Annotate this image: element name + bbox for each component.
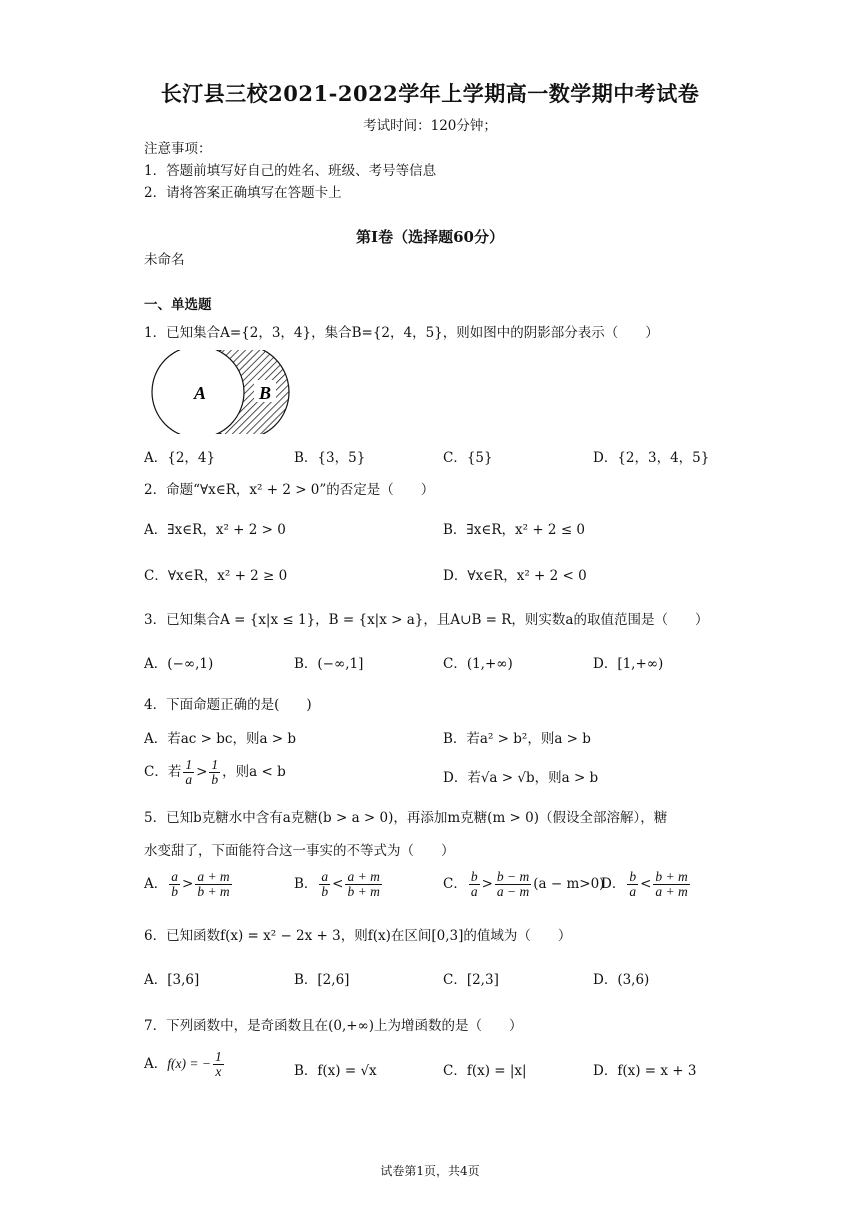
option-c: C．若 $\frac{1}{a}$ > $\frac{1}{b}$ ，则a < b bbox=[144, 757, 286, 787]
option-c: C．∀x∈R，x² + 2 ≥ 0 bbox=[144, 568, 288, 584]
option-d: D．∀x∈R，x² + 2 < 0 bbox=[443, 568, 587, 584]
option-b: B．若a² > b²，则a > b bbox=[443, 731, 591, 747]
numerator: b + m bbox=[655, 869, 688, 884]
section-title: 第I卷（选择题60分） bbox=[356, 228, 504, 246]
unnamed-label: 未命名 bbox=[144, 252, 185, 268]
option-a: A． $\frac{a}{b}$ > $\frac{a + m}{b + m}$ bbox=[144, 869, 230, 899]
page-footer: 试卷第1页，共4页 bbox=[380, 1164, 480, 1178]
fraction bbox=[319, 870, 330, 899]
option-d: D．{2，3，4，5} bbox=[593, 450, 710, 466]
option-prefix: A． bbox=[144, 1056, 168, 1072]
option-a bbox=[144, 1050, 226, 1079]
option-b: B．[2,6] bbox=[294, 972, 350, 988]
fraction bbox=[469, 870, 480, 899]
set-b-label: B bbox=[258, 383, 272, 403]
question-5-stem-line1: 5．已知b克糖水中含有a克糖(b > a > 0)，再添加m克糖(m > 0)（假设全部溶解），糖 bbox=[144, 810, 668, 826]
option-c: C．{5} bbox=[443, 450, 493, 466]
fraction bbox=[627, 870, 638, 899]
question-7-stem: 7．下列函数中，是奇函数且在(0,+∞)上为增函数的是（ ） bbox=[144, 1018, 523, 1034]
part-heading: 一、单选题 bbox=[144, 297, 212, 313]
denominator: a + m bbox=[655, 884, 688, 899]
notes-label: 注意事项： bbox=[144, 141, 212, 157]
option-d: D．(3,6) bbox=[593, 972, 650, 988]
option-condition: (a − m>0) bbox=[533, 876, 605, 892]
exam-time: 考试时间：120分钟； bbox=[363, 118, 497, 134]
fraction bbox=[195, 870, 231, 899]
numerator: 1 bbox=[211, 757, 219, 772]
note-item: 2．请将答案正确填写在答题卡上 bbox=[144, 185, 342, 201]
option-d: D．[1,+∞) bbox=[593, 656, 664, 672]
fraction bbox=[213, 1050, 224, 1079]
question-6-stem: 6．已知函数f(x) = x² − 2x + 3，则f(x)在区间[0,3]的值域为（ ） bbox=[144, 928, 572, 944]
option-c: C． $\frac{b}{a}$ > $\frac{b - m}{a - m}$ (a − m>0) bbox=[443, 869, 605, 899]
option-c: C．(1,+∞) bbox=[443, 656, 513, 672]
option-prefix: A． bbox=[144, 876, 168, 892]
fraction bbox=[183, 758, 194, 787]
option-prefix: D． bbox=[601, 876, 626, 892]
option-prefix: C． bbox=[443, 876, 467, 892]
option-a: A．(−∞,1) bbox=[144, 656, 214, 672]
fraction bbox=[653, 870, 689, 899]
denominator: b + m bbox=[347, 884, 380, 899]
numerator: 1 bbox=[214, 1049, 222, 1064]
numerator: b bbox=[629, 869, 637, 884]
denominator: a bbox=[470, 884, 478, 899]
option-b: B．f(x) = √x bbox=[294, 1063, 377, 1079]
numerator: b bbox=[470, 869, 478, 884]
denominator: a bbox=[629, 884, 637, 899]
fraction bbox=[209, 758, 220, 787]
option-b: B．(−∞,1] bbox=[294, 656, 364, 672]
fraction bbox=[345, 870, 381, 899]
question-5-stem-line2: 水变甜了，下面能符合这一事实的不等式为（ ） bbox=[144, 843, 455, 859]
exam-title: 长汀县三校2021-2022学年上学期高一数学期中考试卷 bbox=[160, 81, 700, 106]
option-b: B．∃x∈R，x² + 2 ≤ 0 bbox=[443, 522, 586, 538]
numerator: a + m bbox=[347, 869, 380, 884]
set-a-label: A bbox=[193, 383, 207, 403]
option-tail: ，则a < b bbox=[222, 764, 286, 780]
question-3-stem: 3．已知集合A = {x|x ≤ 1}，B = {x|x > a}，且A∪B = R，则实数a的取值范围是（ ） bbox=[144, 612, 709, 628]
numerator: b − m bbox=[496, 869, 530, 884]
denominator: x bbox=[215, 1064, 222, 1079]
function-expression: f(x) = − bbox=[167, 1056, 211, 1071]
option-d: D． $\frac{b}{a}$ < $\frac{b + m}{a + m}$ bbox=[601, 869, 688, 899]
option-a: A．∃x∈R，x² + 2 > 0 bbox=[144, 522, 286, 538]
question-4-stem: 4．下面命题正确的是( ) bbox=[144, 697, 312, 713]
note-item: 1．答题前填写好自己的姓名、班级、考号等信息 bbox=[144, 163, 437, 179]
venn-diagram bbox=[146, 350, 296, 434]
denominator: a bbox=[185, 772, 193, 787]
denominator: a − m bbox=[496, 884, 530, 899]
option-prefix: B． bbox=[294, 876, 318, 892]
denominator: b bbox=[321, 884, 329, 899]
numerator: a bbox=[321, 869, 329, 884]
fraction bbox=[169, 870, 180, 899]
option-a: A．若ac > bc，则a > b bbox=[144, 731, 297, 747]
option-d: D．若√a > √b，则a > b bbox=[443, 770, 599, 786]
denominator: b bbox=[171, 884, 178, 899]
question-1-stem: 1．已知集合A={2，3，4}，集合B={2，4，5}，则如图中的阴影部分表示（ ） bbox=[144, 325, 659, 341]
option-c: C．f(x) = |x| bbox=[443, 1063, 527, 1079]
option-prefix: C．若 bbox=[144, 764, 182, 780]
option-c: C．[2,3] bbox=[443, 972, 499, 988]
denominator: b + m bbox=[197, 884, 230, 899]
fraction bbox=[495, 870, 531, 899]
denominator: b bbox=[211, 772, 219, 787]
numerator: 1 bbox=[185, 757, 193, 772]
question-2-stem: 2．命题“∀x∈R，x² + 2 > 0”的否定是（ ） bbox=[144, 482, 435, 498]
numerator: a bbox=[171, 869, 178, 884]
option-b: B．{3，5} bbox=[294, 450, 366, 466]
option-a: A．{2，4} bbox=[144, 450, 216, 466]
option-b: B． $\frac{a}{b}$ < $\frac{a + m}{b + m}$ bbox=[294, 869, 380, 899]
numerator: a + m bbox=[197, 869, 230, 884]
option-a: A．[3,6] bbox=[144, 972, 200, 988]
option-d: D．f(x) = x + 3 bbox=[593, 1063, 697, 1079]
